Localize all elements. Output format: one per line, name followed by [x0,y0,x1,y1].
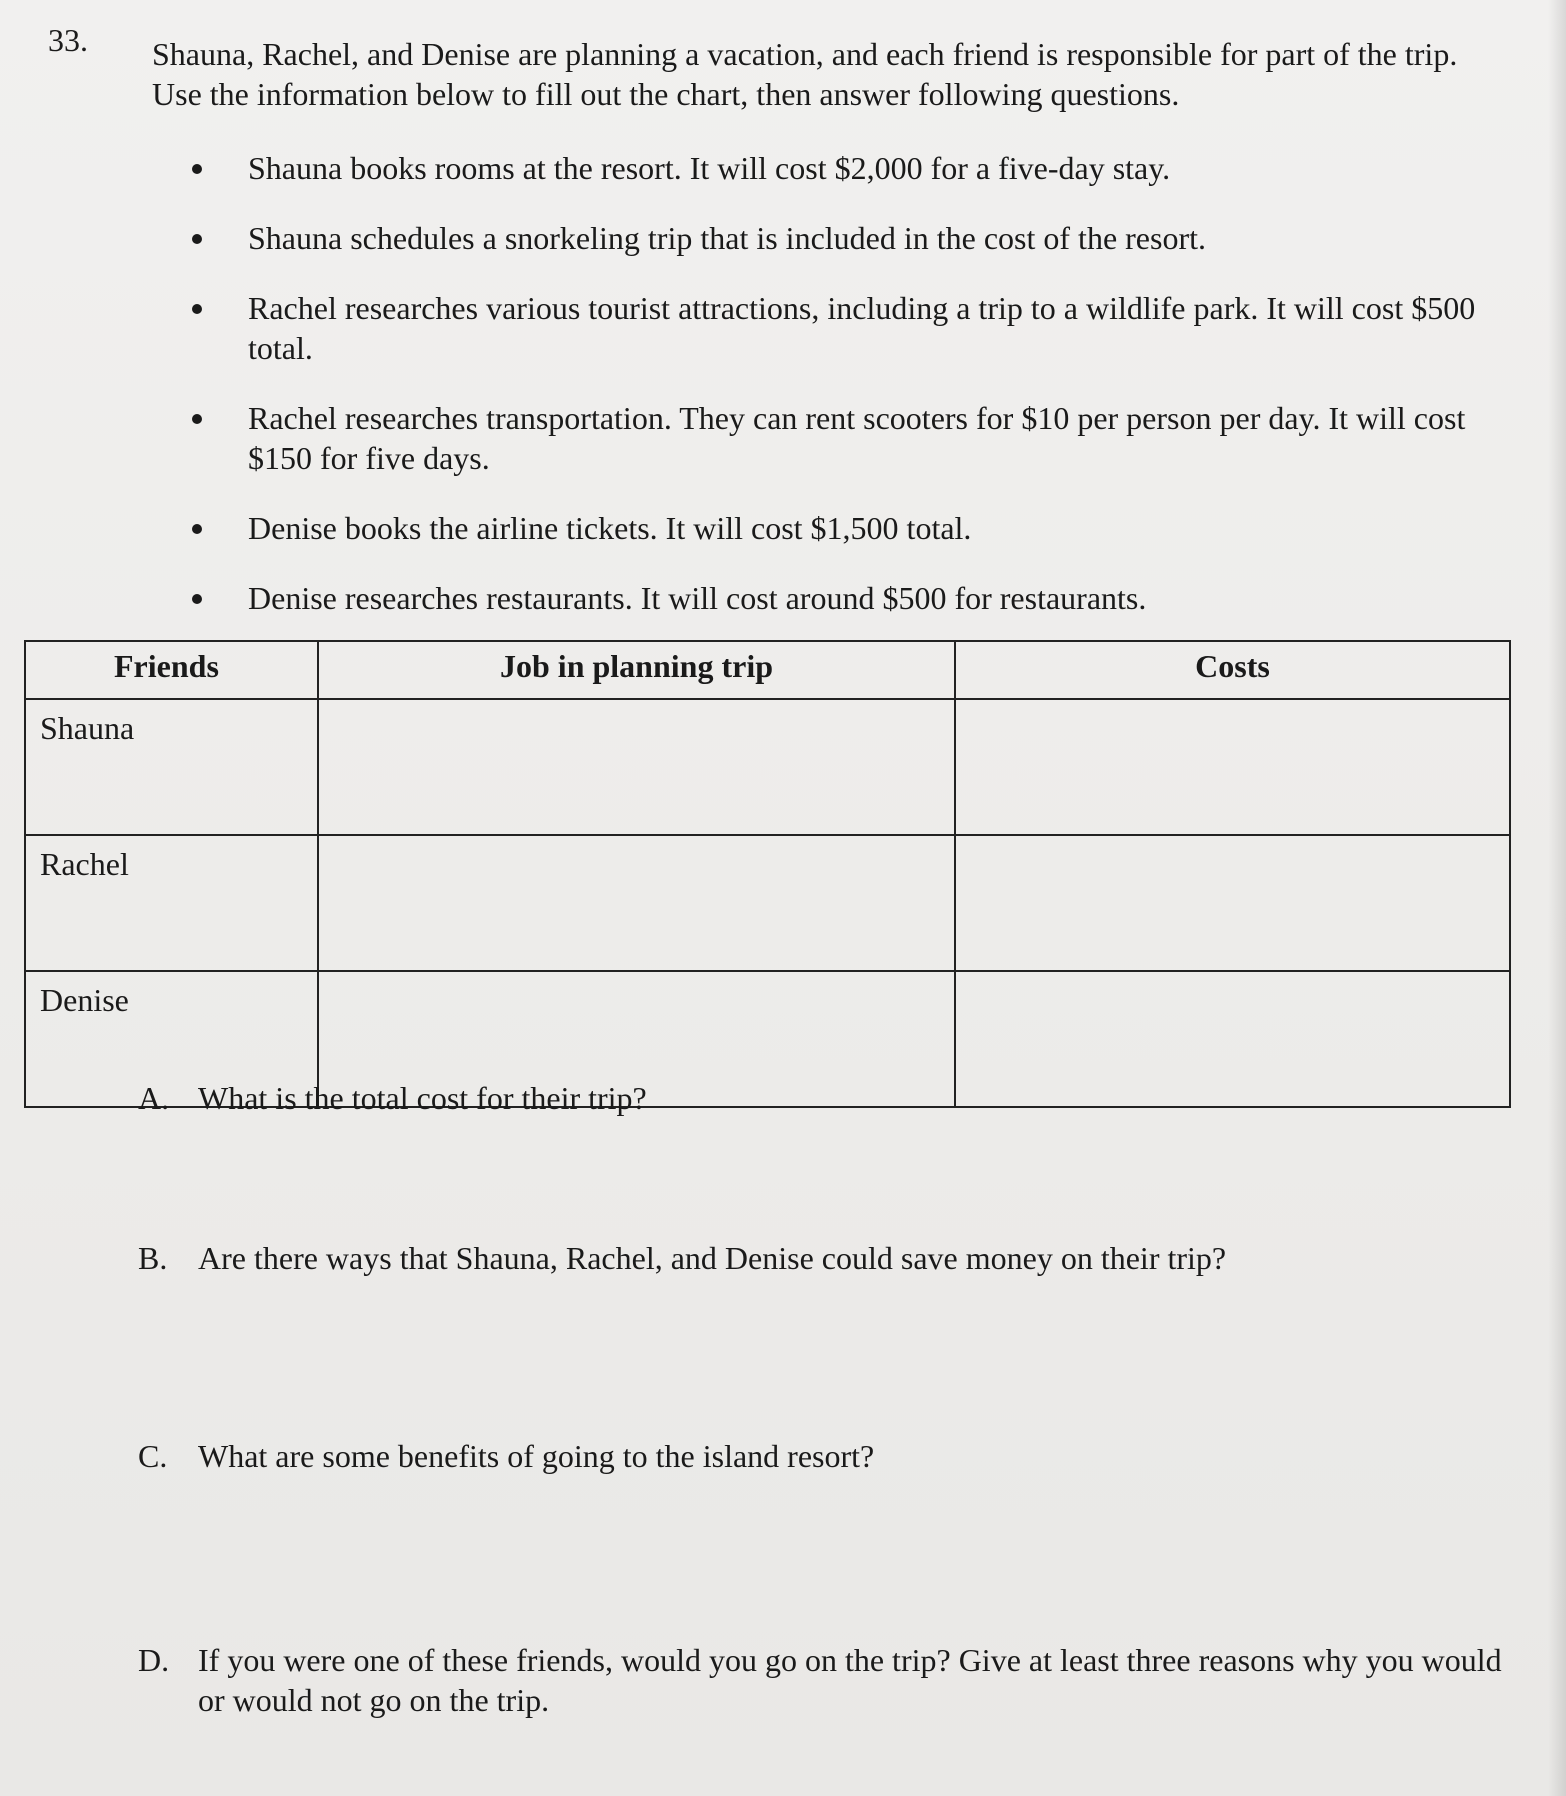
table-row [25,699,1510,835]
bullet-dot-icon [192,234,202,244]
question-text: What is the total cost for their trip? [198,1080,647,1116]
problem-number: 33. [48,22,88,58]
info-bullet-text: Rachel researches various tourist attractions, including a trip to a wildlife park. It will cost $500 total. [248,290,1476,366]
info-bullet [190,508,1510,548]
info-bullet [190,218,1510,258]
question-text: What are some benefits of going to the island resort? [198,1438,875,1474]
question-item [138,1640,1518,1720]
question-item [138,1078,1518,1118]
header-friends: Friends [25,641,318,699]
bullet-dot-icon [192,594,202,604]
info-bullet-text: Denise books the airline tickets. It will cost $1,500 total. [248,510,972,546]
friend-cell: Rachel [25,835,318,971]
job-cell[interactable] [318,835,955,971]
bullet-dot-icon [192,524,202,534]
bullet-dot-icon [192,414,202,424]
friend-cell: Shauna [25,699,318,835]
info-bullet-text: Denise researches restaurants. It will cost around $500 for restaurants. [248,580,1147,616]
cost-cell[interactable] [955,699,1510,835]
info-bullet-text: Shauna schedules a snorkeling trip that is included in the cost of the resort. [248,220,1206,256]
info-bullet [190,398,1510,478]
info-bullet [190,578,1510,618]
info-bullet-list [190,148,1510,648]
header-job: Job in planning trip [318,641,955,699]
question-letter: C. [138,1438,168,1474]
cost-cell[interactable] [955,835,1510,971]
question-item [138,1238,1518,1278]
info-bullet [190,288,1510,368]
question-text: If you were one of these friends, would you go on the trip? Give at least three reasons why you would or would not go on the trip. [198,1642,1502,1718]
question-letter: A. [138,1080,170,1116]
info-bullet-text: Shauna books rooms at the resort. It will cost $2,000 for a five-day stay. [248,150,1171,186]
problem-intro: Shauna, Rachel, and Denise are planning a vacation, and each friend is responsible for part of the trip. Use the information below to fill out the chart, then answer following questions. [152,36,1458,112]
info-bullet [190,148,1510,188]
question-letter: D. [138,1642,170,1678]
bullet-dot-icon [192,164,202,174]
trip-planning-chart [24,640,1511,1108]
friend-cell: Denise [25,971,318,1107]
bullet-dot-icon [192,304,202,314]
job-cell[interactable] [318,699,955,835]
table-row [25,835,1510,971]
question-text: Are there ways that Shauna, Rachel, and Denise could save money on their trip? [198,1240,1227,1276]
chart-header-row [25,641,1510,699]
question-item [138,1436,1518,1476]
info-bullet-text: Rachel researches transportation. They can rent scooters for $10 per person per day. It will cost $150 for five days. [248,400,1466,476]
question-letter: B. [138,1240,168,1276]
page-edge-shadow [1548,0,1566,1796]
header-costs: Costs [955,641,1510,699]
